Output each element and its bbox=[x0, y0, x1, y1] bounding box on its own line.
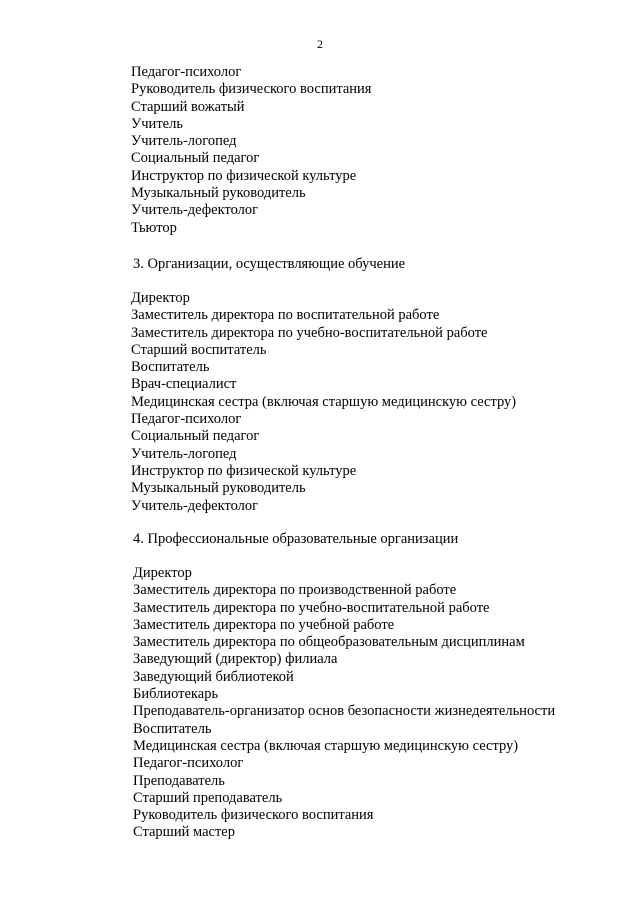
list-item: Директор bbox=[131, 290, 190, 306]
list-item: Учитель bbox=[131, 115, 183, 132]
list-item: Заведующий библиотекой bbox=[133, 668, 294, 685]
list-item: Директор bbox=[133, 565, 192, 581]
list-item: Педагог-психолог bbox=[131, 411, 242, 428]
list-item: Старший мастер bbox=[133, 824, 235, 841]
list-item: Инструктор по физической культуре bbox=[131, 167, 357, 184]
list-item: Преподаватель bbox=[133, 772, 225, 789]
list-item: Социальный педагог bbox=[131, 428, 260, 445]
list-item: Педагог-психолог bbox=[133, 755, 244, 772]
list-item: Руководитель физического воспитания bbox=[131, 81, 372, 98]
list-item: Старший воспитатель bbox=[131, 341, 267, 358]
list-item: Заместитель директора по учебной работе bbox=[133, 616, 395, 633]
list-item: Заместитель директора по воспитательной работе bbox=[131, 307, 440, 324]
list-item: Воспитатель bbox=[133, 720, 212, 737]
list-item: Воспитатель bbox=[131, 359, 210, 376]
list-item: Инструктор по физической культуре bbox=[131, 462, 357, 479]
list-item: Медицинская сестра (включая старшую медицинскую сестру) bbox=[133, 737, 519, 754]
list-item: Медицинская сестра (включая старшую медицинскую сестру) bbox=[131, 393, 517, 410]
list-item: Преподаватель-организатор основ безопасности жизнедеятельности bbox=[133, 703, 556, 720]
list-item: Заместитель директора по учебно-воспитательной работе bbox=[133, 599, 490, 616]
list-item: Заместитель директора по производственной работе bbox=[133, 582, 457, 599]
list-item: Музыкальный руководитель bbox=[131, 185, 306, 202]
list-item: Музыкальный руководитель bbox=[131, 480, 306, 497]
list-item: Заместитель директора по учебно-воспитательной работе bbox=[131, 324, 488, 341]
list-item: Учитель-логопед bbox=[131, 133, 237, 150]
section-4-heading: 4. Профессиональные образовательные организации bbox=[133, 531, 459, 547]
list-item: Учитель-дефектолог bbox=[131, 202, 259, 219]
list-item: Учитель-логопед bbox=[131, 445, 237, 462]
list-item: Педагог-психолог bbox=[131, 64, 242, 80]
list-item: Социальный педагог bbox=[131, 150, 260, 167]
section-3-position-list bbox=[131, 290, 516, 515]
section-3-heading: 3. Организации, осуществляющие обучение bbox=[133, 256, 406, 272]
list-item: Старший вожатый bbox=[131, 98, 245, 115]
section-4-position-list bbox=[133, 565, 555, 842]
position-list-continued bbox=[131, 64, 371, 237]
list-item: Заведующий (директор) филиала bbox=[133, 651, 338, 668]
list-item: Учитель-дефектолог bbox=[131, 497, 259, 514]
page-number: 2 bbox=[317, 37, 323, 51]
list-item: Руководитель физического воспитания bbox=[133, 807, 374, 824]
list-item: Тьютор bbox=[131, 219, 177, 236]
list-item: Библиотекарь bbox=[133, 686, 219, 703]
list-item: Старший преподаватель bbox=[133, 789, 283, 806]
list-item: Врач-специалист bbox=[131, 376, 237, 393]
list-item: Заместитель директора по общеобразовательным дисциплинам bbox=[133, 634, 525, 651]
